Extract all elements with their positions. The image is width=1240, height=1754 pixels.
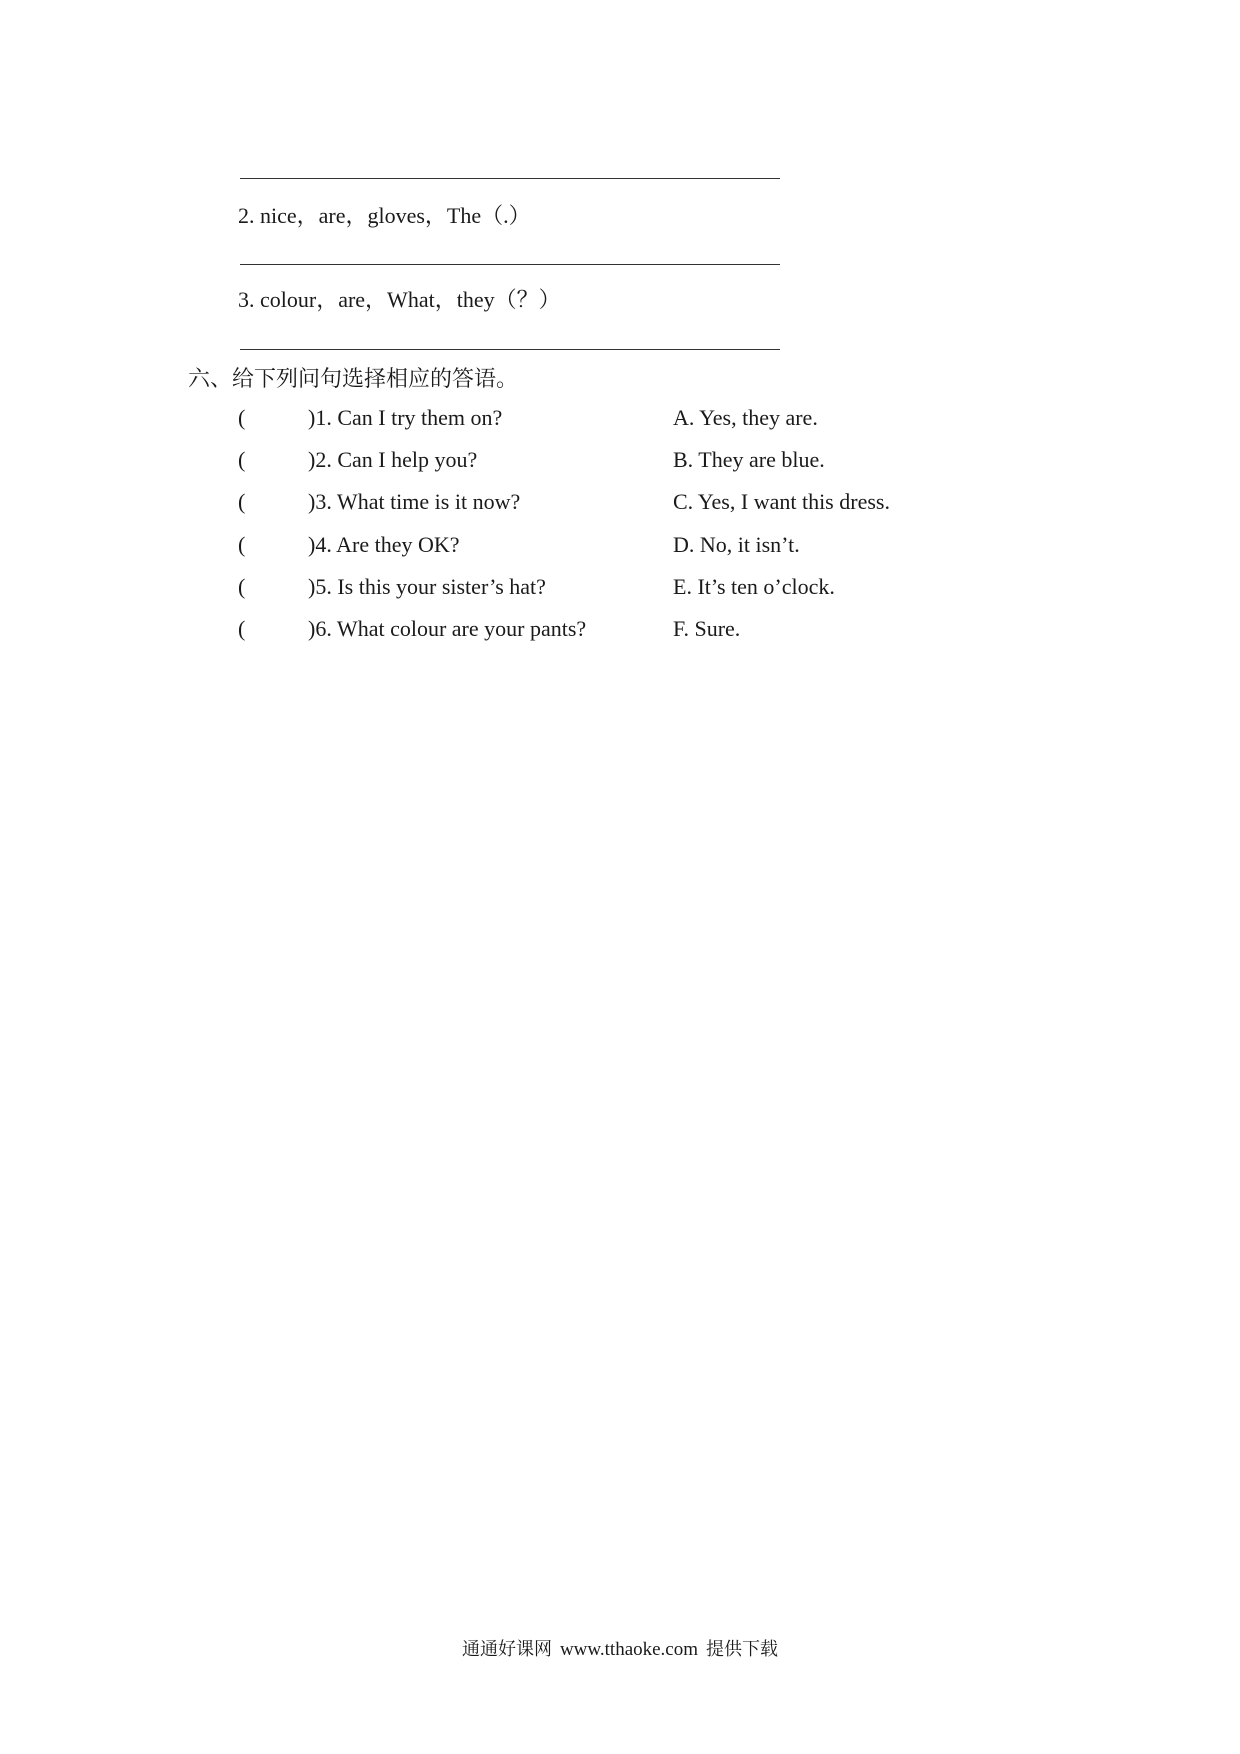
answer-bracket: ( — [238, 532, 246, 557]
footer-url[interactable]: www.tthaoke.com — [559, 1639, 699, 1660]
question-4: )4. Are they OK? — [308, 532, 460, 557]
answer-d: D. No, it isn’t. — [673, 532, 800, 557]
question-1: )1. Can I try them on? — [308, 405, 503, 430]
answer-bracket: ( — [238, 574, 246, 599]
answer-bracket: ( — [238, 447, 246, 472]
page-footer — [0, 1638, 1240, 1662]
match-row — [0, 615, 1240, 645]
question-5: )5. Is this your sister’s hat? — [308, 574, 546, 599]
section-6-title: 六、给下列问句选择相应的答语。 — [188, 367, 519, 392]
answer-line-2 — [240, 264, 780, 265]
answer-b: B. They are blue. — [673, 447, 825, 472]
answer-line-1 — [240, 178, 780, 179]
footer-site-name: 通通好课网 — [461, 1639, 552, 1660]
question-6: )6. What colour are your pants? — [308, 616, 587, 641]
answer-bracket: ( — [238, 405, 246, 430]
answer-e: E. It’s ten o’clock. — [673, 574, 835, 599]
question-3: )3. What time is it now? — [308, 489, 521, 514]
answer-f: F. Sure. — [673, 616, 741, 641]
match-row — [0, 488, 1240, 518]
answer-line-3 — [240, 349, 780, 350]
match-row — [0, 531, 1240, 561]
reorder-item-3: 3. colour，are，What，they（？） — [238, 287, 561, 312]
reorder-item-2: 2. nice，are，gloves，The（.） — [238, 203, 531, 228]
answer-bracket: ( — [238, 616, 246, 641]
footer-suffix: 提供下载 — [706, 1639, 779, 1660]
match-row — [0, 404, 1240, 434]
answer-c: C. Yes, I want this dress. — [673, 489, 890, 514]
match-row — [0, 446, 1240, 476]
question-2: )2. Can I help you? — [308, 447, 478, 472]
answer-a: A. Yes, they are. — [673, 405, 818, 430]
match-row — [0, 573, 1240, 603]
answer-bracket: ( — [238, 489, 246, 514]
